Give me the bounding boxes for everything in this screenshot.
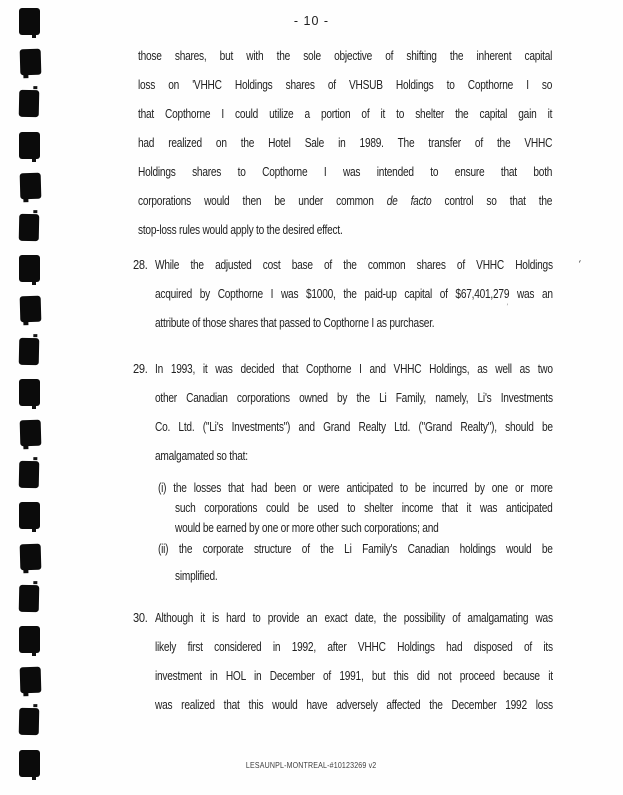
text-line: In 1993, it was decided that Copthorne I and VHHC Holdings, as well as two [155, 361, 553, 376]
text-line: those shares, but with the sole objective of shifting the inherent capital [138, 48, 553, 63]
binding-mark [19, 90, 40, 117]
text-line: (i) the losses that had been or were anticipated to be incurred by one or more [158, 480, 553, 495]
binding-mark [19, 255, 40, 282]
paragraph-30 [133, 603, 553, 719]
binding-mark [20, 173, 42, 200]
text-segment: control so that the [431, 193, 553, 208]
paragraph-number: 29. [133, 361, 148, 376]
text-line: stop-loss rules would apply to the desired effect. [138, 222, 343, 237]
binding-mark [20, 667, 42, 694]
page-number: - 10 - [293, 14, 330, 28]
binding-mark [19, 214, 40, 241]
text-line: Although it is hard to provide an exact date, the possibility of amalgamating was [155, 610, 553, 625]
stray-scan-mark: ' [505, 301, 509, 312]
binding-mark [19, 708, 40, 735]
text-segment-italic: de facto [386, 193, 432, 208]
text-line: would be earned by one or more other such corporations; and [175, 520, 439, 535]
paragraph-intro [138, 41, 552, 244]
text-line: loss on 'VHHC Holdings shares of VHSUB Holdings to Copthorne I so [138, 77, 553, 92]
text-line: While the adjusted cost base of the common shares of VHHC Holdings [155, 257, 553, 272]
text-line: amalgamated so that: [155, 448, 248, 463]
binding-mark [19, 338, 40, 365]
text-line-de-facto [138, 186, 552, 215]
text-line: investment in HOL in December of 1991, but this did not proceed because it [155, 668, 553, 683]
text-line: had realized on the Hotel Sale in 1989. The transfer of the VHHC [138, 135, 553, 150]
text-line: simplified. [175, 568, 218, 583]
text-line: Co. Ltd. ("Li's Investments") and Grand Realty Ltd. ("Grand Realty"), should be [155, 419, 553, 434]
document-id-footer [0, 761, 623, 770]
binding-mark [19, 461, 40, 488]
binding-mark [19, 132, 40, 159]
text-line: was realized that this would have adversely affected the December 1992 loss [155, 697, 553, 712]
text-line: that Copthorne I could utilize a portion of it to shelter the capital gain it [138, 106, 553, 121]
text-line: acquired by Copthorne I was $1000, the paid-up capital of $67,401,279 was an [155, 286, 553, 301]
text-line: Holdings shares to Copthorne I was intended to ensure that both [138, 164, 553, 179]
binding-mark [20, 49, 42, 76]
text-line: (ii) the corporate structure of the Li Family's Canadian holdings would be [158, 541, 553, 556]
binding-mark [19, 626, 40, 653]
binding-mark [19, 585, 40, 612]
paragraph-number: 30. [133, 610, 148, 625]
stray-scan-mark: ′ [576, 258, 582, 271]
binding-mark [19, 502, 40, 529]
paragraph-28 [133, 250, 553, 337]
paragraph-number: 28. [133, 257, 148, 272]
text-line: such corporations could be used to shelter income that it was anticipated [175, 500, 553, 515]
text-line: other Canadian corporations owned by the Li Family, namely, Li's Investments [155, 390, 553, 405]
text-line: likely first considered in 1992, after VHHC Holdings had disposed of its [155, 639, 553, 654]
document-id-text: LESAUNPL-MONTREAL-#10123269 v2 [246, 761, 377, 770]
binding-mark [20, 420, 42, 447]
text-segment: corporations would then be under common [138, 193, 387, 208]
subitem-i [158, 478, 553, 538]
text-line: attribute of those shares that passed to Copthorne I as purchaser. [155, 315, 435, 330]
binding-mark [20, 296, 42, 323]
paragraph-29 [133, 354, 553, 470]
subitem-ii [158, 535, 553, 589]
binding-mark [19, 379, 40, 406]
binding-mark [20, 544, 42, 571]
